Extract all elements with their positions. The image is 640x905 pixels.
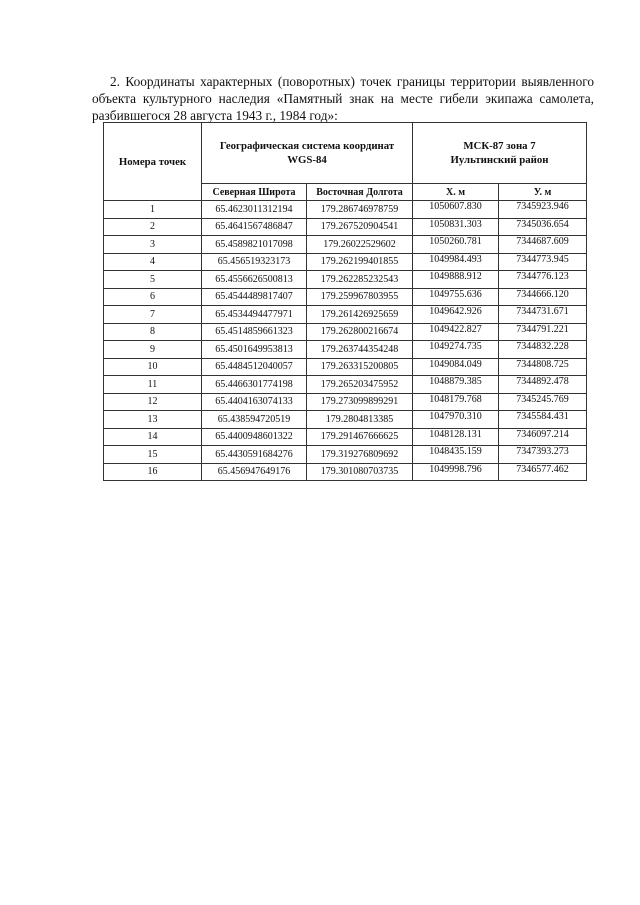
cell-point-number: 9	[104, 341, 202, 359]
cell-point-number: 5	[104, 271, 202, 289]
cell-latitude: 65.4501649953813	[202, 341, 307, 359]
table-row	[104, 376, 587, 394]
cell-point-number: 2	[104, 218, 202, 236]
cell-point-number: 14	[104, 428, 202, 446]
cell-x: 1050831.303	[413, 218, 499, 236]
cell-point-number: 10	[104, 358, 202, 376]
cell-latitude: 65.4641567486847	[202, 218, 307, 236]
header-geo-system-line2: WGS-84	[287, 154, 327, 166]
cell-point-number: 3	[104, 236, 202, 254]
cell-y: 7344687.609	[499, 236, 587, 254]
cell-y: 7347393.273	[499, 446, 587, 464]
cell-y: 7345245.769	[499, 393, 587, 411]
cell-point-number: 16	[104, 463, 202, 481]
cell-y: 7344666.120	[499, 288, 587, 306]
cell-latitude: 65.4404163074133	[202, 393, 307, 411]
table-row	[104, 446, 587, 464]
cell-y: 7346097.214	[499, 428, 587, 446]
cell-latitude: 65.4466301774198	[202, 376, 307, 394]
cell-x: 1050260.781	[413, 236, 499, 254]
cell-latitude: 65.456519323173	[202, 253, 307, 271]
cell-y: 7344892.478	[499, 376, 587, 394]
table-row	[104, 218, 587, 236]
cell-longitude: 179.261426925659	[307, 306, 413, 324]
cell-x: 1049888.912	[413, 271, 499, 289]
cell-point-number: 1	[104, 201, 202, 219]
cell-longitude: 179.286746978759	[307, 201, 413, 219]
table-row	[104, 288, 587, 306]
cell-latitude: 65.4534494477971	[202, 306, 307, 324]
cell-latitude: 65.4484512040057	[202, 358, 307, 376]
table-row	[104, 358, 587, 376]
cell-y: 7345584.431	[499, 411, 587, 429]
header-point-number: Номера точек	[104, 123, 202, 201]
header-msk	[413, 123, 587, 184]
cell-latitude: 65.438594720519	[202, 411, 307, 429]
cell-latitude: 65.456947649176	[202, 463, 307, 481]
header-lon: Восточная Долгота	[307, 184, 413, 201]
cell-point-number: 13	[104, 411, 202, 429]
cell-y: 7344791.221	[499, 323, 587, 341]
cell-y: 7344731.671	[499, 306, 587, 324]
cell-point-number: 7	[104, 306, 202, 324]
header-msk-line1: МСК-87 зона 7	[463, 140, 536, 152]
cell-longitude: 179.301080703735	[307, 463, 413, 481]
cell-x: 1047970.310	[413, 411, 499, 429]
cell-longitude: 179.319276809692	[307, 446, 413, 464]
cell-point-number: 4	[104, 253, 202, 271]
table-row	[104, 411, 587, 429]
intro-paragraph: 2. Координаты характерных (поворотных) точек границы территории выявленного объекта культурного наследия «Памятный знак на месте гибели экипажа самолета, разбившегося 28 августа 1943 г., 1984 год»:	[92, 74, 594, 124]
cell-longitude: 179.263744354248	[307, 341, 413, 359]
cell-latitude: 65.4623011312194	[202, 201, 307, 219]
cell-x: 1048879.385	[413, 376, 499, 394]
table-row	[104, 323, 587, 341]
cell-y: 7344776.123	[499, 271, 587, 289]
cell-longitude: 179.262199401855	[307, 253, 413, 271]
cell-longitude: 179.2804813385	[307, 411, 413, 429]
header-geo-system-line1: Географическая система координат	[219, 140, 395, 152]
cell-y: 7345923.946	[499, 201, 587, 219]
table-row	[104, 306, 587, 324]
cell-longitude: 179.291467666625	[307, 428, 413, 446]
cell-x: 1049422.827	[413, 323, 499, 341]
cell-point-number: 8	[104, 323, 202, 341]
cell-latitude: 65.4544489817407	[202, 288, 307, 306]
cell-longitude: 179.267520904541	[307, 218, 413, 236]
header-msk-line2: Иультинский район	[450, 154, 549, 166]
cell-longitude: 179.262800216674	[307, 323, 413, 341]
cell-point-number: 11	[104, 376, 202, 394]
cell-point-number: 15	[104, 446, 202, 464]
table-body	[104, 201, 587, 481]
table-row	[104, 271, 587, 289]
cell-latitude: 65.4430591684276	[202, 446, 307, 464]
cell-y: 7345036.654	[499, 218, 587, 236]
table-row	[104, 463, 587, 481]
header-lat: Северная Широта	[202, 184, 307, 201]
table-row	[104, 393, 587, 411]
cell-y: 7344773.945	[499, 253, 587, 271]
cell-x: 1048435.159	[413, 446, 499, 464]
cell-x: 1050607.830	[413, 201, 499, 219]
table-row	[104, 236, 587, 254]
header-y: У. м	[499, 184, 587, 201]
cell-x: 1048128.131	[413, 428, 499, 446]
table-row	[104, 201, 587, 219]
cell-y: 7346577.462	[499, 463, 587, 481]
cell-latitude: 65.4400948601322	[202, 428, 307, 446]
cell-y: 7344808.725	[499, 358, 587, 376]
cell-longitude: 179.262285232543	[307, 271, 413, 289]
cell-point-number: 6	[104, 288, 202, 306]
cell-longitude: 179.263315200805	[307, 358, 413, 376]
cell-x: 1049274.735	[413, 341, 499, 359]
table-row	[104, 428, 587, 446]
table-row	[104, 253, 587, 271]
cell-x: 1049642.926	[413, 306, 499, 324]
header-x: Х. м	[413, 184, 499, 201]
cell-x: 1049998.796	[413, 463, 499, 481]
cell-x: 1048179.768	[413, 393, 499, 411]
cell-x: 1049984.493	[413, 253, 499, 271]
cell-y: 7344832.228	[499, 341, 587, 359]
cell-latitude: 65.4514859661323	[202, 323, 307, 341]
cell-latitude: 65.4589821017098	[202, 236, 307, 254]
cell-latitude: 65.4556626500813	[202, 271, 307, 289]
table-row	[104, 341, 587, 359]
cell-x: 1049084.049	[413, 358, 499, 376]
cell-longitude: 179.26022529602	[307, 236, 413, 254]
cell-longitude: 179.273099899291	[307, 393, 413, 411]
cell-longitude: 179.265203475952	[307, 376, 413, 394]
header-geo-system	[202, 123, 413, 184]
cell-point-number: 12	[104, 393, 202, 411]
cell-x: 1049755.636	[413, 288, 499, 306]
coordinates-table	[103, 122, 587, 481]
cell-longitude: 179.259967803955	[307, 288, 413, 306]
